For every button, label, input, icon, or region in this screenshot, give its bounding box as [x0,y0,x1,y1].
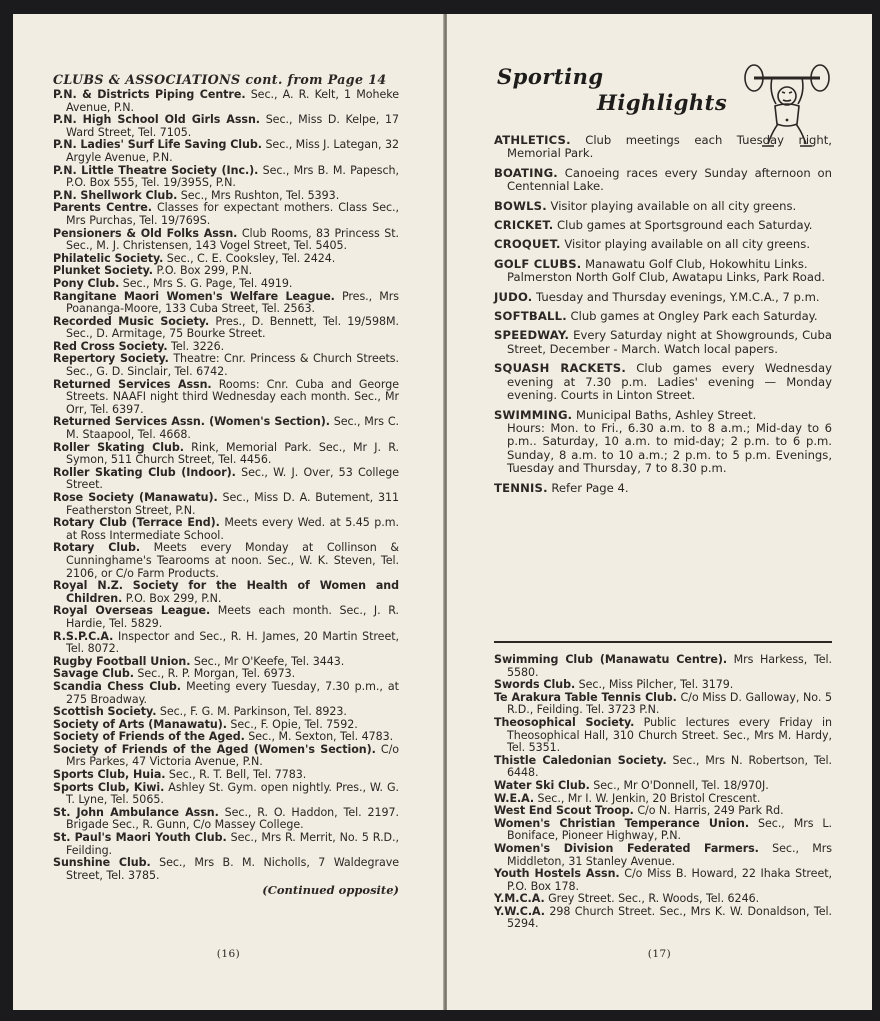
club-entry [53,416,399,441]
entry-text: Ashley St. Gym. open nightly. Pres., W. G. T. Lyne, Tel. 5065. [66,780,399,807]
entry-text: Club games at Ongley Park each Saturday. [570,309,818,324]
sport-item [494,409,832,476]
entry-text: Manawatu Golf Club, Hokowhitu Links. [585,256,808,271]
sport-item [494,258,832,285]
section-heading: CLUBS & ASSOCIATIONS cont. from Page 14 [53,72,387,87]
entry-name: GOLF CLUBS. [494,256,582,271]
entry-name: Rotary Club. [53,541,141,555]
entry-name: Royal N.Z. Society for the Health of Women and Children. [53,579,399,605]
entry-name: Sports Club, Huia. [53,768,166,782]
club-entry [53,832,399,857]
sport-item [494,362,832,402]
entry-name: Rugby Football Union. [53,654,191,668]
entry-text: Sec., Mrs C. M. Staapool, Tel. 4668. [66,415,400,442]
entry-text: Sec., M. Sexton, Tel. 4783. [248,730,394,744]
entry-name: Returned Services Assn. (Women's Section). [53,415,330,429]
club-entry [494,906,832,931]
sport-item [494,134,832,161]
entry-name: Plunket Society. [53,264,153,278]
entry-subtext: Palmerston North Golf Club, Awatapu Links, Park Road. [507,270,826,285]
club-entry [53,442,399,467]
entry-name: Philatelic Society. [53,251,164,265]
club-entry [53,517,399,542]
entry-name: P.N. & Districts Piping Centre. [53,88,246,101]
entry-name: Scandia Chess Club. [53,679,181,693]
entry-name: SQUASH RACKETS. [494,361,626,376]
entry-text: Club meetings each Tuesday night, Memorial Park. [507,133,832,161]
entry-text: Club Rooms, 83 Princess St. Sec., M. J. Christensen, 143 Vogel Street, Tel. 5405. [66,226,399,253]
entry-text: Sec., Mrs Rushton, Tel. 5393. [180,188,340,202]
entry-text: Meeting every Tuesday, 7.30 p.m., at 275 Broadway. [66,679,399,706]
continued-note: (Continued opposite) [262,883,399,898]
sport-item [494,219,832,232]
entry-name: Repertory Society. [53,352,169,366]
entry-name: Theosophical Society. [494,715,635,729]
entry-name: St. John Ambulance Assn. [53,805,219,819]
club-entry [53,857,399,882]
entry-text: Inspector and Sec., R. H. James, 20 Martin Street, Tel. 8072. [66,629,399,656]
entry-text: Every Saturday night at Showgrounds, Cuba Street, December - March. Watch local papers. [507,328,832,356]
entry-name: Y.M.C.A. [494,892,545,906]
entry-name: SPEEDWAY. [494,328,570,343]
sport-item [494,200,832,213]
right-page [447,14,872,1010]
entry-name: Y.W.C.A. [494,904,545,918]
clubs-list [53,72,399,897]
entry-text: Sec., F. G. M. Parkinson, Tel. 8923. [159,705,347,719]
entry-text: Sec., R. O. Haddon, Tel. 2197. Brigade Sec., R. Gunn, C/o Massey College. [66,805,399,832]
club-entry [53,316,399,341]
entry-subtext: Hours: Mon. to Fri., 6.30 a.m. to 8 a.m.; Mid-day to 6 p.m.. Saturday, 10 a.m. to mid-day; 2 p.m. to 6 p.m. Sunday, 8 a.m. to 10 a.m.; 2 p.m. to 5 p.m. Evenings, Tuesday and Thursday, 7 to 8.30 p.m. [507,420,832,476]
right-clubs-list [494,654,832,931]
entry-name: Swimming Club (Manawatu Centre). [494,653,728,666]
entry-name: Te Arakura Table Tennis Club. [494,690,677,704]
entry-text: Sec., Mrs Middleton, 31 Stanley Avenue. [507,841,832,868]
entry-name: P.N. Ladies' Surf Life Saving Club. [53,138,262,152]
page-number: (16) [216,948,241,960]
entry-text: Pres., Mrs Poananga-Moore, 133 Cuba Street, Tel. 2563. [66,289,399,316]
entry-text: Visitor playing available on all city greens. [550,198,797,213]
entry-text: Sec., Mrs R. Merrit, No. 5 R.D., Feilding. [66,831,399,857]
entry-text: Sec., C. E. Cooksley, Tel. 2424. [166,251,336,265]
sport-item [494,310,832,323]
club-entry [53,165,399,190]
sport-item [494,329,832,356]
entry-text: C/o Miss B. Howard, 22 Ihaka Street, P.O. Box 178. [507,867,832,893]
entry-text: Tuesday and Thursday evenings, Y.M.C.A., 7 p.m. [536,289,820,304]
entry-text: Sec., W. J. Over, 53 College Street. [66,465,399,492]
entry-text: P.O. Box 299, P.N. [125,591,222,605]
club-entry [494,818,832,843]
entry-text: C/o Miss D. Galloway, No. 5 R.D., Feilding. Tel. 3723 P.N. [507,690,832,717]
entry-text: Sec., Mrs B. M. Papesch, P.O. Box 555, Tel. 19/395S, P.N. [66,163,399,190]
club-entry [53,681,399,706]
entry-name: Society of Arts (Manawatu). [53,717,227,731]
entry-text: Sec., A. R. Kelt, 1 Moheke Avenue, P.N. [66,88,399,114]
entry-name: Pensioners & Old Folks Assn. [53,226,238,240]
entry-name: Society of Friends of the Aged. [53,730,245,744]
entry-name: Rose Society (Manawatu). [53,491,218,504]
entry-name: Youth Hostels Assn. [494,867,620,881]
entry-text: Public lectures every Friday in Theosophical Hall, 310 Church Street. Sec., Mrs M. Hardy, Tel. 5351. [507,715,832,755]
left-page [13,14,444,1010]
entry-text: Sec., R. P. Morgan, Tel. 6973. [137,667,296,681]
page-number: (17) [647,948,672,960]
entry-text: Classes for expectant mothers. Class Sec., Mrs Purchas, Tel. 19/769S. [66,201,399,227]
entry-name: Rotary Club (Terrace End). [53,516,220,530]
club-entry [53,139,399,164]
entry-name: R.S.P.C.A. [53,629,114,643]
club-entry [53,782,399,807]
entry-name: Pony Club. [53,276,120,290]
club-entry [53,605,399,630]
entry-name: ATHLETICS. [494,133,571,147]
entry-name: JUDO. [494,289,533,304]
entry-name: P.N. Little Theatre Society (Inc.). [53,163,259,177]
entry-text: Sec., R. T. Bell, Tel. 7783. [168,768,307,782]
entry-text: Club games every Wednesday evening at 7.30 p.m. Ladies' evening — Monday evening. Courts in Linton Street. [507,361,833,403]
sport-item [494,482,832,495]
club-entry [53,631,399,656]
entry-name: Swords Club. [494,678,576,692]
entry-text: P.O. Box 299, P.N. [156,264,253,278]
entry-name: Roller Skating Club (Indoor). [53,465,236,479]
club-entry [53,492,399,517]
title-sporting: Sporting [497,64,604,89]
club-entry [53,228,399,253]
club-entry [53,467,399,492]
entry-name: SWIMMING. [494,407,573,422]
entry-text: Rooms: Cnr. Cuba and George Streets. NAAFI night third Wednesday each month. Sec., Mr Orr, Tel. 6397. [66,377,399,416]
sport-item [494,291,832,304]
entry-text: Pres., D. Bennett, Tel. 19/598M. Sec., D. Armitage, 75 Bourke Street. [66,314,400,341]
entry-text: Theatre: Cnr. Princess & Church Streets. Sec., G. D. Sinclair, Tel. 6742. [66,352,400,379]
entry-text: Club games at Sportsground each Saturday. [557,218,813,233]
entry-name: Rangitane Maori Women's Welfare League. [53,289,335,303]
section-divider [494,641,832,643]
entry-name: Roller Skating Club. [53,440,184,454]
club-entry [494,755,832,780]
sport-item [494,238,832,251]
entry-name: W.E.A. [494,791,535,805]
entry-name: Royal Overseas League. [53,604,211,618]
entry-name: Society of Friends of the Aged (Women's Section). [53,742,376,756]
entry-text: Sec., Mr I. W. Jenkin, 20 Bristol Crescent. [537,791,761,805]
club-entry [494,843,832,868]
club-entry [53,379,399,417]
entry-text: Sec., F. Opie, Tel. 7592. [230,717,358,731]
entry-text: Sec., Mrs N. Robertson, Tel. 6448. [507,753,832,780]
entry-text: Meets each month. Sec., J. R. Hardie, Tel. 5829. [66,604,399,630]
entry-name: Thistle Caledonian Society. [494,753,667,767]
entry-text: Mrs Harkess, Tel. 5580. [507,653,832,679]
entry-name: BOATING. [494,165,558,180]
entry-text: Visitor playing available on all city greens. [564,237,811,252]
entry-text: Tel. 3226. [171,339,225,353]
entry-name: Red Cross Society. [53,339,168,353]
club-entry [53,291,399,316]
entry-name: CROQUET. [494,237,561,252]
entry-text: 298 Church Street. Sec., Mrs K. W. Donaldson, Tel. 5294. [507,904,832,931]
entry-text: Rink, Memorial Park. Sec., Mr J. R. Symon, 511 Church Street, Tel. 4456. [66,440,399,467]
club-entry [53,580,399,605]
left-entries [53,89,399,882]
entry-text: C/o N. Harris, 249 Park Rd. [637,804,784,818]
entry-name: Women's Division Federated Farmers. [494,841,759,855]
entry-text: Meets every Monday at Collinson & Cunninghame's Tearooms at noon. Sec., W. K. Steven, Tel. 2106, or C/o Farm Products. [66,541,399,580]
entry-text: Canoeing races every Sunday afternoon on Centennial Lake. [507,165,833,194]
entry-text: Sec., Miss Pilcher, Tel. 3179. [578,678,734,692]
entry-text: Sec., Mr O'Donnell, Tel. 18/970J. [593,778,769,792]
entry-text: C/o Mrs Parkes, 47 Victoria Avenue, P.N. [66,742,399,769]
entry-name: St. Paul's Maori Youth Club. [53,831,227,845]
entry-text: Sec., Miss J. Lategan, 32 Argyle Avenue, P.N. [66,138,399,164]
entry-name: Sports Club, Kiwi. [53,780,165,794]
entry-name: Savage Club. [53,667,134,681]
entry-name: BOWLS. [494,198,547,213]
entry-text: Grey Street. Sec., R. Woods, Tel. 6246. [548,892,760,906]
club-entry [53,542,399,580]
entry-text: Sec., Mrs L. Boniface, Pioneer Highway, P.N. [507,816,833,843]
entry-name: SOFTBALL. [494,309,567,324]
entry-name: Recorded Music Society. [53,314,210,328]
entry-name: Women's Christian Temperance Union. [494,816,750,830]
entry-text: Refer Page 4. [551,480,629,495]
entry-name: Water Ski Club. [494,778,590,792]
entry-name: West End Scout Troop. [494,804,634,818]
entry-text: Sec., Miss D. Kelpe, 17 Ward Street, Tel. 7105. [66,113,399,139]
entry-text: Sec., Miss D. A. Butement, 311 Featherston Street, P.N. [66,491,399,517]
entry-text: Sec., Mrs B. M. Nicholls, 7 Waldegrave Street, Tel. 3785. [66,856,399,882]
entry-text: Sec., Mrs S. G. Page, Tel. 4919. [122,276,293,290]
entry-name: TENNIS. [494,480,548,495]
entry-text: Meets every Wed. at 5.45 p.m. at Ross Intermediate School. [66,516,399,542]
entry-name: Parents Centre. [53,201,152,215]
entry-name: Returned Services Assn. [53,377,212,391]
club-entry [494,692,832,717]
club-entry [53,114,399,139]
club-entry [53,89,399,114]
club-entry [53,202,399,227]
title-highlights: Highlights [597,90,728,115]
entry-name: Sunshine Club. [53,856,151,870]
entry-name: Scottish Society. [53,705,157,719]
entry-text: Municipal Baths, Ashley Street. [575,407,757,422]
sports-list [494,134,832,501]
entry-name: P.N. High School Old Girls Assn. [53,113,260,127]
club-entry [53,353,399,378]
sport-item [494,167,832,194]
club-entry [494,868,832,893]
club-entry [494,654,832,679]
club-entry [53,807,399,832]
entry-text: Sec., Mr O'Keefe, Tel. 3443. [193,654,345,668]
club-entry [494,717,832,755]
entry-name: CRICKET. [494,218,554,233]
club-entry [53,744,399,769]
entry-name: P.N. Shellwork Club. [53,188,178,202]
